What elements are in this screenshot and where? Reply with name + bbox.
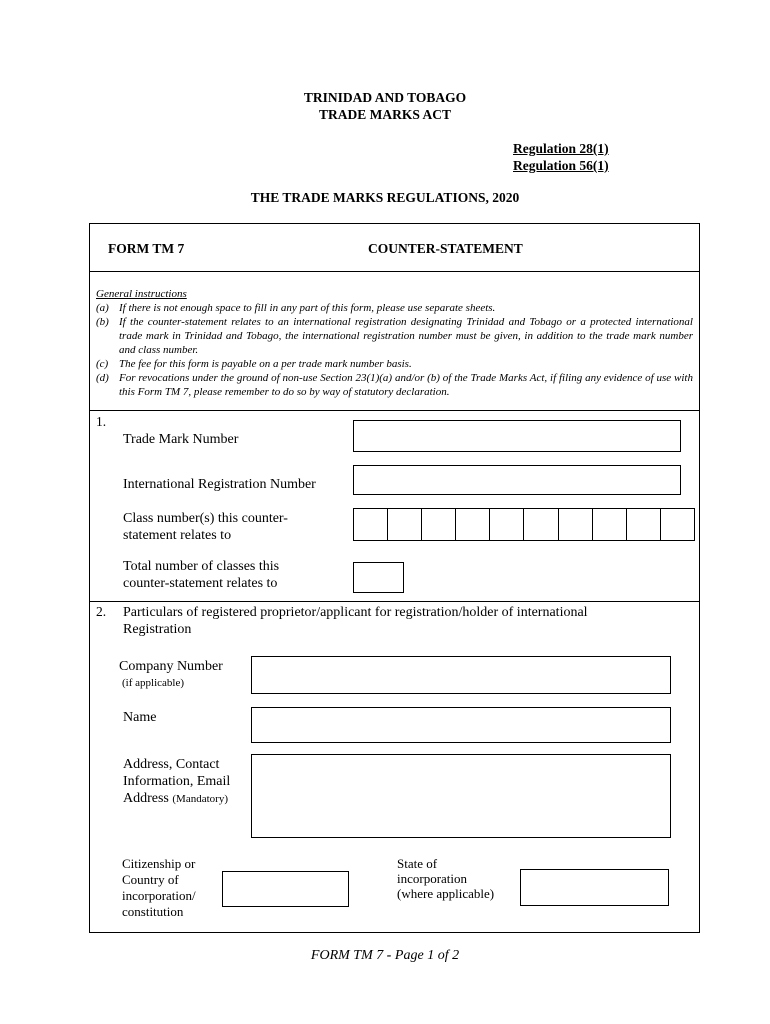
state-of-incorporation-input[interactable] [520,869,669,906]
company-number-label: Company Number (if applicable) [119,658,223,692]
instruction-item: (d) For revocations under the ground of non-use Section 23(1)(a) and/or (b) of the Trade Marks Act, if filing any evidence of use with this Form TM 7, please remember to do so by way of statutory declaration. [96,372,693,398]
class-numbers-label: Class number(s) this counter- statement relates to [123,511,288,543]
class-number-cell[interactable] [524,509,558,540]
citizenship-label: Citizenship or Country of incorporation/ constitution [122,856,196,919]
address-label: Address, Contact Information, Email Address (Mandatory) [123,757,231,806]
total-classes-label: Total number of classes this counter-statement relates to [123,559,280,591]
class-number-cell[interactable] [661,509,694,540]
class-number-cells [353,508,695,541]
class-number-cell[interactable] [422,509,456,540]
instruction-item: (a) If there is not enough space to fill in any part of this form, please use separate sheets. [96,302,496,314]
class-number-cell[interactable] [559,509,593,540]
state-of-incorporation-label: State of incorporation (where applicable) [397,856,495,901]
instruction-item: (c) The fee for this form is payable on a per trade mark number basis. [96,358,412,370]
section-2-number: 2. [96,604,107,619]
class-number-cell[interactable] [388,509,422,540]
regulation-ref: Regulation 28(1) [513,141,609,156]
intl-registration-number-label: International Registration Number [123,477,316,492]
company-number-note: (if applicable) [122,677,184,689]
address-note: (Mandatory) [172,793,228,805]
divider [89,601,700,602]
class-number-cell[interactable] [490,509,524,540]
address-contact-input[interactable] [251,754,671,838]
country-title: TRINIDAD AND TOBAGO [303,90,467,105]
divider [89,410,700,411]
class-number-cell[interactable] [354,509,388,540]
form-name: COUNTER-STATEMENT [368,241,523,256]
name-label: Name [123,710,157,725]
name-input[interactable] [251,707,671,743]
class-number-cell[interactable] [593,509,627,540]
class-number-cell[interactable] [456,509,490,540]
page-footer: FORM TM 7 - Page 1 of 2 [310,948,460,963]
section-2-heading: Particulars of registered proprietor/applicant for registration/holder of international Registration [123,605,588,637]
general-instructions [96,287,693,399]
act-title: TRADE MARKS ACT [318,107,451,122]
footer-page-info: Page 1 of 2 [394,948,460,963]
class-number-cell[interactable] [627,509,661,540]
citizenship-input[interactable] [222,871,349,907]
total-classes-input[interactable] [353,562,404,593]
divider [89,271,700,272]
footer-form-code: FORM TM 7 [310,948,384,963]
instruction-item: (b) If the counter-statement relates to an international registration designating Trinidad and Tobago or a protected international trade mark in Trinidad and Tobago, the international registration number must be given, in addition to the trade mark number and class number. [96,316,693,356]
regulation-refs [513,140,609,174]
intl-registration-number-input[interactable] [353,465,681,495]
trade-mark-number-input[interactable] [353,420,681,452]
regulation-ref: Regulation 56(1) [513,158,609,173]
form-code: FORM TM 7 [108,241,185,256]
instructions-heading: General instructions [96,288,187,300]
regulations-title: THE TRADE MARKS REGULATIONS, 2020 [250,190,520,205]
document-header [0,89,770,123]
trade-mark-number-label: Trade Mark Number [123,432,239,447]
section-1-number: 1. [96,414,107,429]
company-number-input[interactable] [251,656,671,694]
